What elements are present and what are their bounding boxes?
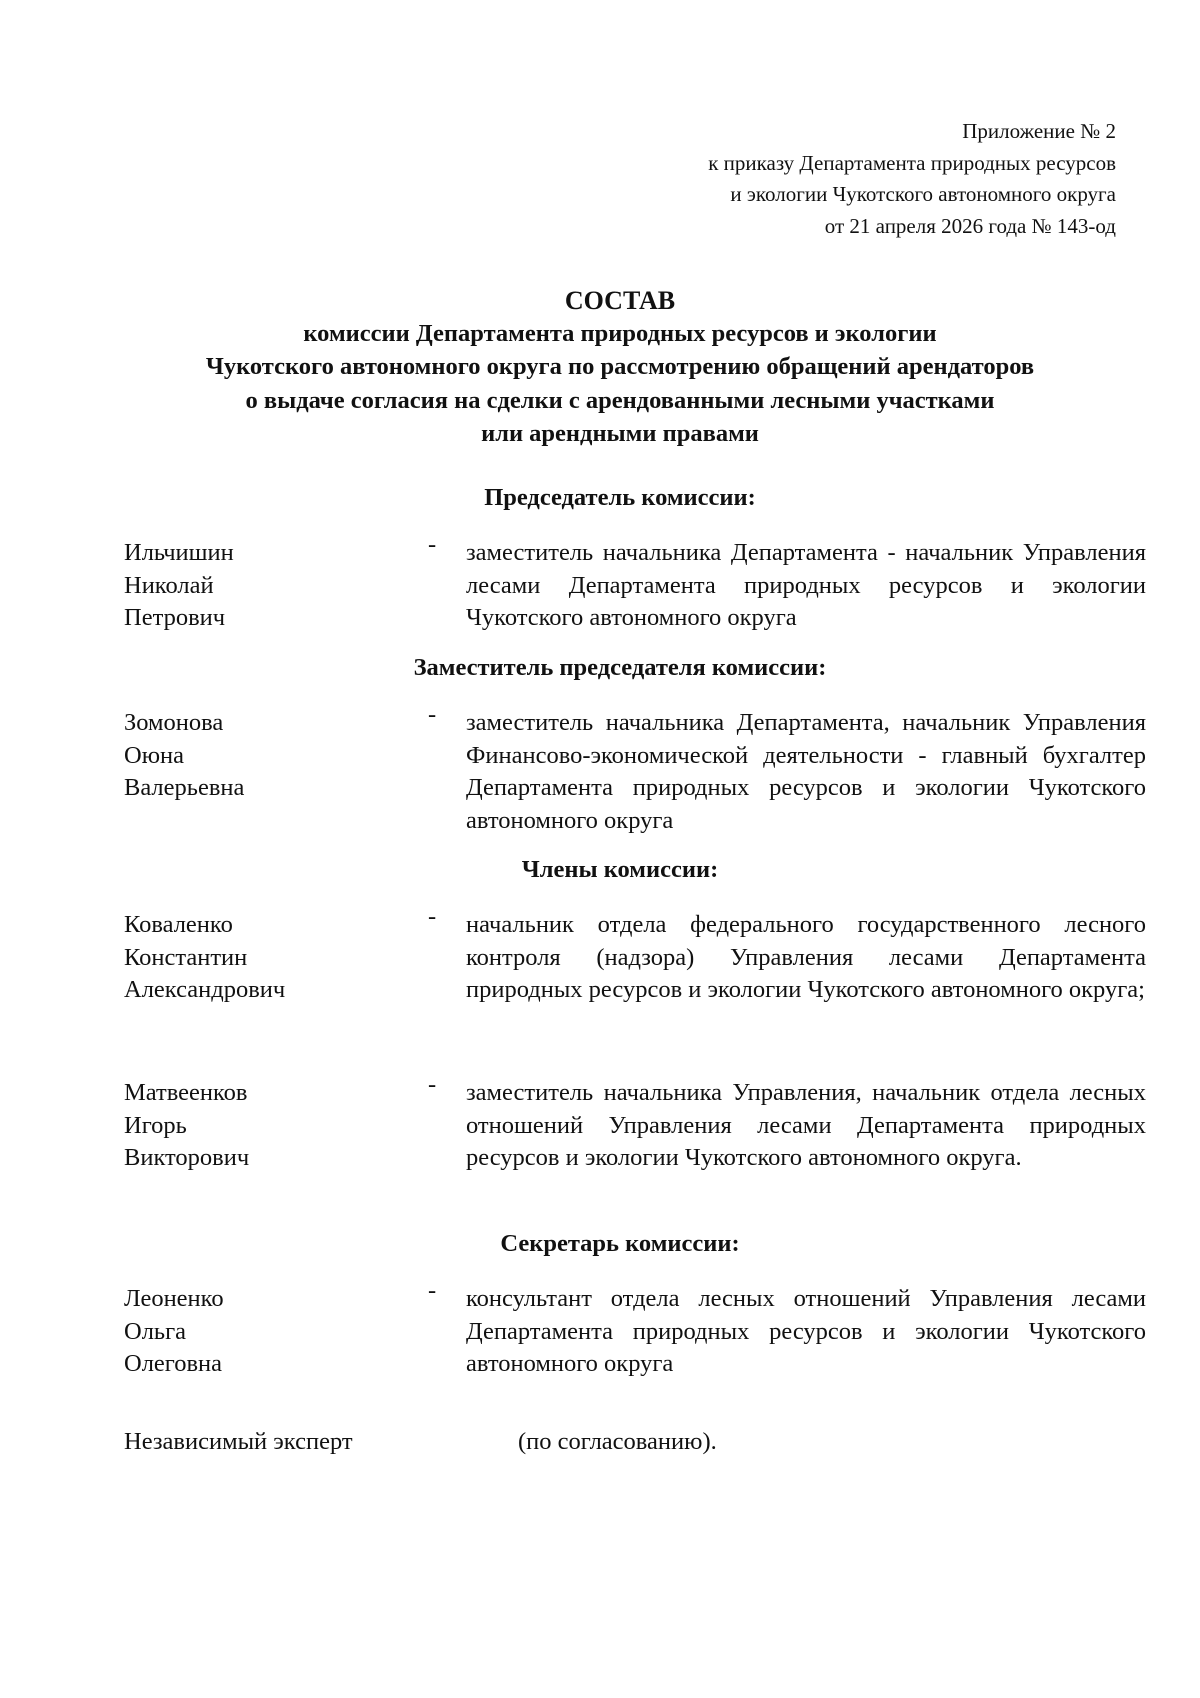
member-first-name: Оюна [124, 741, 184, 769]
member-name [124, 537, 384, 635]
member-first-name: Игорь [124, 1111, 187, 1139]
section-heading-members: Члены комиссии: [521, 856, 719, 883]
document-title [0, 284, 1200, 451]
section-heading-chairman: Председатель комиссии: [484, 484, 756, 511]
member-surname: Ильчишин [124, 539, 234, 566]
member-surname: Матвеенков [124, 1079, 248, 1106]
member-patronymic: Валерьевна [124, 774, 245, 801]
expert-note: (по согласованию). [518, 1428, 717, 1455]
member-description: заместитель начальника Департамента, начальник Управления Финансово-экономической деятельности - главный бухгалтер Департамента природных ресурсов и экологии Чукотского автономного округа [466, 709, 1146, 834]
member-first-name: Ольга [124, 1317, 187, 1345]
member-first-name: Николай [124, 571, 214, 599]
member-description: начальник отдела федерального государственного лесного контроля (надзора) Управления лесами Департамента природных ресурсов и экологии Чукотского автономного округа; [466, 911, 1146, 1003]
appendix-date-line: от 21 апреля 2026 года № 143-од [824, 213, 1116, 238]
title-line: о выдаче согласия на сделки с арендованными лесными участками [245, 386, 995, 414]
title-line: или арендными правами [481, 420, 759, 447]
member-patronymic: Петрович [124, 604, 226, 631]
member-dash: - [428, 1277, 437, 1304]
member-dash: - [428, 701, 437, 728]
member-dash: - [428, 903, 437, 930]
member-description: заместитель начальника Управления, начальник отдела лесных отношений Управления лесами Департамента природных ресурсов и экологии Чукотского автономного округа. [466, 1079, 1146, 1171]
member-first-name: Константин [124, 943, 248, 971]
member-name [124, 1283, 384, 1381]
member-description: заместитель начальника Департамента - начальник Управления лесами Департамента природных ресурсов и экологии Чукотского автономного округа [466, 539, 1146, 631]
appendix-order-line: к приказу Департамента природных ресурсов [708, 150, 1116, 175]
member-patronymic: Олеговна [124, 1350, 223, 1377]
member-surname: Леоненко [124, 1285, 224, 1312]
member-dash: - [428, 1071, 437, 1098]
member-patronymic: Александрович [124, 976, 286, 1003]
section-heading-deputy: Заместитель председателя комиссии: [413, 654, 827, 681]
member-name [124, 909, 384, 1007]
section-heading-secretary: Секретарь комиссии: [500, 1230, 740, 1257]
expert-label: Независимый эксперт [124, 1428, 353, 1455]
appendix-department-line: и экологии Чукотского автономного округа [730, 182, 1116, 206]
member-name [124, 1077, 384, 1175]
appendix-number: Приложение № 2 [962, 119, 1116, 143]
title-main: СОСТАВ [564, 286, 676, 315]
title-line: Чукотского автономного округа по рассмотрению обращений арендаторов [205, 353, 1035, 380]
appendix-header [708, 116, 1116, 242]
member-patronymic: Викторович [124, 1144, 250, 1171]
member-name [124, 707, 384, 805]
member-dash: - [428, 531, 437, 558]
member-description: консультант отдела лесных отношений Управления лесами Департамента природных ресурсов и экологии Чукотского автономного округа [466, 1285, 1146, 1377]
title-line: комиссии Департамента природных ресурсов и экологии [303, 319, 937, 347]
member-surname: Зомонова [124, 709, 224, 736]
member-surname: Коваленко [124, 911, 233, 938]
